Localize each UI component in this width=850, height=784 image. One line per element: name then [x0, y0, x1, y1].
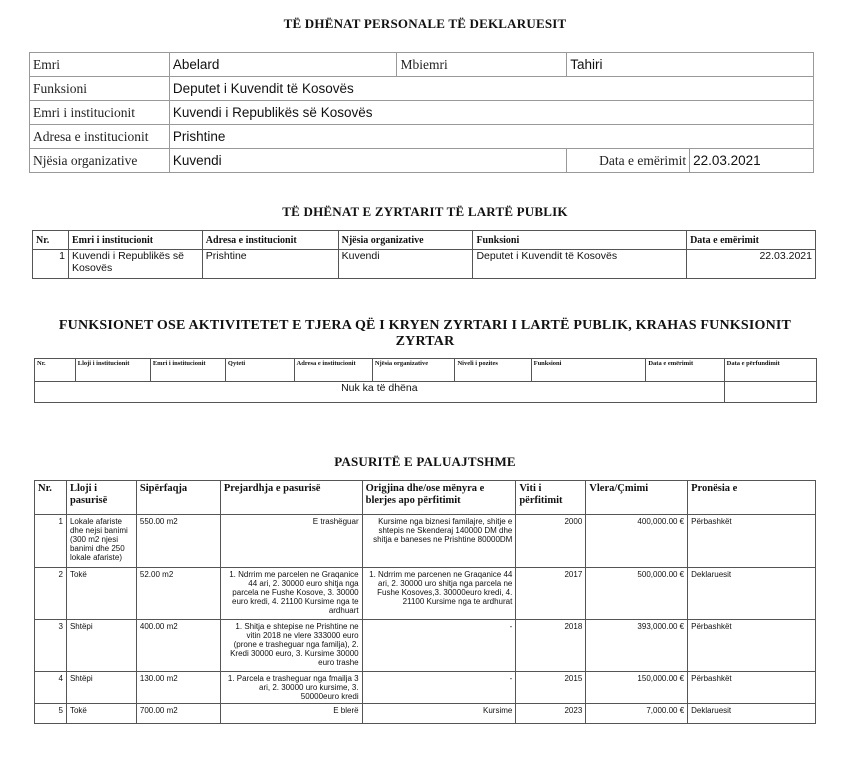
col-header: Njësia organizative [372, 359, 455, 382]
col-header: Viti i përfitimit [516, 481, 586, 515]
immovable-assets-title: PASURITË E PALUAJTSHME [334, 454, 516, 469]
cell: Deputet i Kuvendit të Kosovës [473, 250, 687, 279]
label-mbiemri: Mbiemri [397, 53, 567, 77]
table-row [35, 620, 816, 672]
other-functions-table [34, 358, 817, 403]
cell: 1. Shitja e shtepise ne Prishtine ne vitin 2018 ne vlere 333000 euro (prone e trasheguar nga familja), 2. Kredi 30000 euro, 3. Kursime 30000 euro trashe [220, 620, 362, 672]
cell: Tokë [66, 704, 136, 724]
col-header: Adresa e institucionit [294, 359, 372, 382]
col-header: Sipërfaqja [136, 481, 220, 515]
cell: Kuvendi [338, 250, 473, 279]
cell: 3 [35, 620, 67, 672]
table-row [33, 250, 816, 279]
col-header: Data e përfundimit [724, 359, 816, 382]
col-header: Adresa e institucionit [202, 231, 338, 250]
label-emri: Emri [30, 53, 170, 77]
cell: 400.00 m2 [136, 620, 220, 672]
cell: E trashëguar [220, 515, 362, 568]
table-row [35, 704, 816, 724]
cell: Kursime nga biznesi familajre, shitje e shtepis ne Skenderaj 140000 DM dhe shitja e baneses ne Prishtine 80000DM [362, 515, 516, 568]
cell: Tokë [66, 568, 136, 620]
label-data-emerimit: Data e emërimit [567, 149, 690, 173]
col-header: Nr. [35, 481, 67, 515]
value-adresa: Prishtine [169, 125, 813, 149]
label-institucioni: Emri i institucionit [30, 101, 170, 125]
cell: 4 [35, 672, 67, 704]
cell: - [362, 620, 516, 672]
cell: Prishtine [202, 250, 338, 279]
cell: 2 [35, 568, 67, 620]
col-header: Emri i institucionit [68, 231, 202, 250]
col-header: Funksioni [473, 231, 687, 250]
other-functions-title-line1: FUNKSIONET OSE AKTIVITETET E TJERA QË I KRYEN ZYRTARI I LARTË PUBLIK, KRAHAS FUNKSIONIT [58, 318, 792, 333]
value-njesia: Kuvendi [169, 149, 566, 173]
cell: Shtëpi [66, 672, 136, 704]
immovable-assets-table [34, 480, 816, 724]
cell: 2018 [516, 620, 586, 672]
cell: 2023 [516, 704, 586, 724]
table-row [35, 515, 816, 568]
cell: Përbashkët [688, 620, 816, 672]
official-data-title: TË DHËNAT E ZYRTARIT TË LARTË PUBLIK [282, 204, 568, 219]
cell: 700.00 m2 [136, 704, 220, 724]
col-header: Origjina dhe/ose mënyra e blerjes apo përfitimit [362, 481, 516, 515]
cell: 22.03.2021 [687, 250, 816, 279]
cell: Lokale afariste dhe nejsi banimi (300 m2 njesi banimi dhe 250 lokale afariste) [66, 515, 136, 568]
cell: Deklaruesit [688, 704, 816, 724]
col-header: Data e emërimit [687, 231, 816, 250]
cell: 52.00 m2 [136, 568, 220, 620]
cell: 2015 [516, 672, 586, 704]
cell: Shtëpi [66, 620, 136, 672]
col-header: Funksioni [531, 359, 646, 382]
cell: - [362, 672, 516, 704]
col-header: Data e emërimit [646, 359, 724, 382]
cell: Përbashkët [688, 515, 816, 568]
col-header: Lloji i institucionit [75, 359, 150, 382]
cell: E blerë [220, 704, 362, 724]
col-header: Pronësia e [688, 481, 816, 515]
personal-data-table [29, 52, 814, 173]
cell: 1 [35, 515, 67, 568]
col-header: Prejardhja e pasurisë [220, 481, 362, 515]
col-header: Vlera/Çmimi [586, 481, 688, 515]
value-mbiemri: Tahiri [567, 53, 814, 77]
col-header: Qyteti [225, 359, 294, 382]
official-data-table [32, 230, 816, 279]
table-row [35, 568, 816, 620]
col-header: Nr. [33, 231, 69, 250]
cell: 2000 [516, 515, 586, 568]
col-header: Nr. [35, 359, 76, 382]
cell: Deklaruesit [688, 568, 816, 620]
col-header: Lloji i pasurisë [66, 481, 136, 515]
cell: 7,000.00 € [586, 704, 688, 724]
label-adresa: Adresa e institucionit [30, 125, 170, 149]
table-row [35, 672, 816, 704]
label-funksioni: Funksioni [30, 77, 170, 101]
cell: 400,000.00 € [586, 515, 688, 568]
cell [724, 382, 816, 403]
cell: Kursime [362, 704, 516, 724]
cell: Përbashkët [688, 672, 816, 704]
cell: Kuvendi i Republikës së Kosovës [68, 250, 202, 279]
cell: 500,000.00 € [586, 568, 688, 620]
cell: 130.00 m2 [136, 672, 220, 704]
label-njesia: Njësia organizative [30, 149, 170, 173]
value-funksioni: Deputet i Kuvendit të Kosovës [169, 77, 813, 101]
col-header: Emri i institucionit [150, 359, 225, 382]
cell: 1. Parcela e trasheguar nga fmailja 3 ari, 2. 30000 uro kursime, 3. 50000euro kredi [220, 672, 362, 704]
col-header: Niveli i pozites [455, 359, 531, 382]
cell: 1. Ndrrim me parcelen ne Graqanice 44 ari, 2. 30000 euro shitja nga parcela ne Fushe Kosove, 3. 30000 euro kredi, 4. 21100 Kursime nga te ardhuart [220, 568, 362, 620]
value-data-emerimit: 22.03.2021 [690, 149, 814, 173]
cell: 393,000.00 € [586, 620, 688, 672]
cell: 550.00 m2 [136, 515, 220, 568]
col-header: Njësia organizative [338, 231, 473, 250]
cell: 2017 [516, 568, 586, 620]
personal-data-title: TË DHËNAT PERSONALE TË DEKLARUESIT [283, 16, 567, 31]
cell: 150,000.00 € [586, 672, 688, 704]
other-functions-title-line2: ZYRTAR [395, 334, 455, 349]
empty-message: Nuk ka të dhëna [35, 382, 725, 403]
value-institucioni: Kuvendi i Republikës së Kosovës [169, 101, 813, 125]
cell: 1. Ndrrim me parcenen ne Graqanice 44 ari, 2. 30000 uro shitja nga parcela ne Fushe Kosoves,3. 30000euro kredi, 4. 21100 Kursime nga te ardhurat [362, 568, 516, 620]
value-emri: Abelard [169, 53, 397, 77]
cell: 1 [33, 250, 69, 279]
cell: 5 [35, 704, 67, 724]
